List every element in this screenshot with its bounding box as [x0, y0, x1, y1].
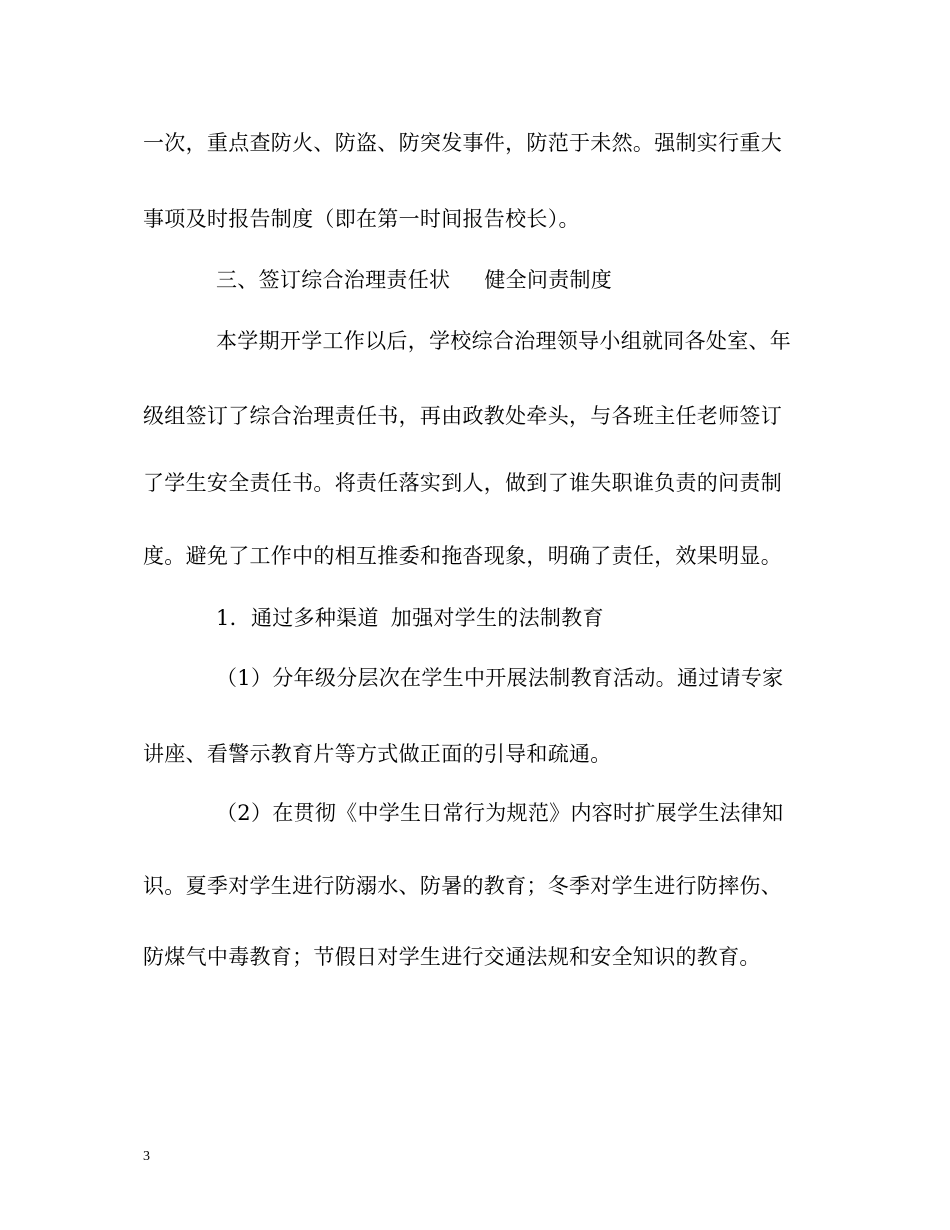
body-line: 讲座、看警示教育片等方式做正面的引导和疏通。: [143, 742, 612, 766]
section-heading-title: 三、签订综合治理责任状: [216, 268, 451, 292]
body-line: 识。夏季对学生进行防溺水、防暑的教育；冬季对学生进行防摔伤、: [143, 874, 782, 898]
body-line: 一次，重点查防火、防盗、防突发事件，防范于未然。强制实行重大: [143, 131, 782, 155]
body-line: 度。避免了工作中的相互推委和拖沓现象，明确了责任，效果明显。: [143, 544, 782, 568]
body-line: 级组签订了综合治理责任书，再由政教处牵头，与各班主任老师签订: [143, 404, 782, 428]
subheading: [216, 604, 604, 632]
body-line: 防煤气中毒教育；节假日对学生进行交通法规和安全知识的教育。: [143, 945, 761, 969]
page-number: 3: [143, 1149, 150, 1164]
paragraph-start: 本学期开学工作以后，学校综合治理领导小组就同各处室、年: [216, 329, 792, 353]
section-heading-subtitle: 健全问责制度: [484, 268, 613, 292]
paragraph-start: （2）在贯彻《中学生日常行为规范》内容时扩展学生法律知: [216, 801, 784, 825]
body-line: 事项及时报告制度（即在第一时间报告校长）。: [143, 207, 580, 231]
section-heading: [216, 266, 612, 294]
body-line: 了学生安全责任书。将责任落实到人，做到了谁失职谁负责的问责制: [143, 471, 782, 495]
subheading-number: 1．通过多种渠道: [216, 606, 379, 630]
paragraph-start: （1）分年级分层次在学生中开展法制教育活动。通过请专家: [216, 666, 784, 690]
subheading-text: 加强对学生的法制教育: [390, 606, 604, 630]
